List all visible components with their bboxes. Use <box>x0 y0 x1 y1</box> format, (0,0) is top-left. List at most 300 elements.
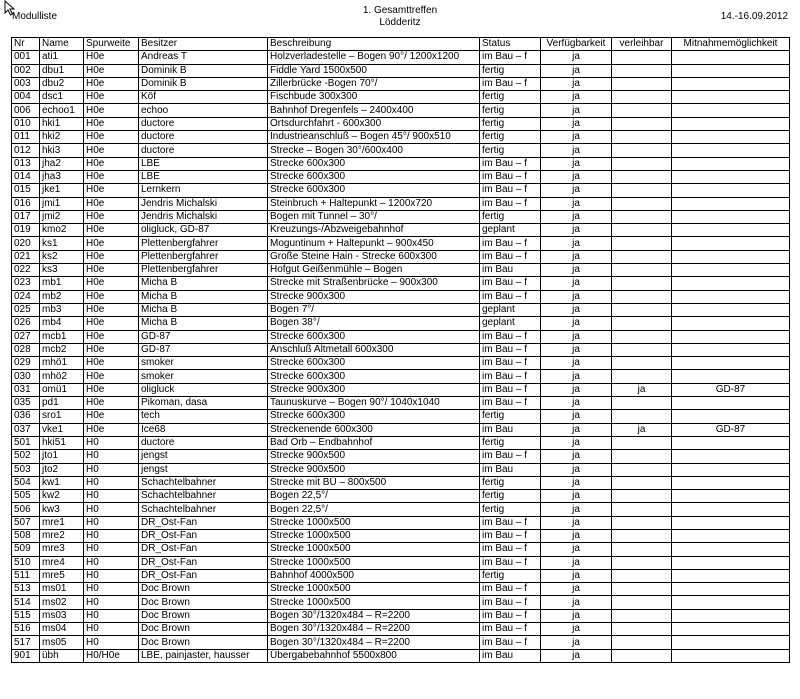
cell-besitzer: Dominik B <box>139 77 268 90</box>
table-header-row <box>12 38 790 51</box>
cell-verleihbar <box>612 357 672 370</box>
cell-mitnahme <box>672 144 790 157</box>
cell-besitzer: GD-87 <box>139 330 268 343</box>
cell-verleihbar <box>612 317 672 330</box>
cell-status: fertig <box>480 503 541 516</box>
cell-name: ks1 <box>40 237 84 250</box>
cell-besitzer: Ice68 <box>139 423 268 436</box>
cell-status: im Bau – f <box>480 516 541 529</box>
cell-mitnahme <box>672 117 790 130</box>
cell-spurweite: H0 <box>84 503 139 516</box>
cell-mitnahme <box>672 51 790 64</box>
cell-nr: 516 <box>12 623 40 636</box>
cell-besitzer: Pikoman, dasa <box>139 397 268 410</box>
cell-verleihbar <box>612 543 672 556</box>
cell-verfuegbarkeit: ja <box>541 157 612 170</box>
cell-besitzer: jengst <box>139 463 268 476</box>
cell-mitnahme <box>672 104 790 117</box>
cell-beschreibung: Kreuzungs-/Abzweigebahnhof <box>268 224 480 237</box>
cell-spurweite: H0e <box>84 303 139 316</box>
cell-beschreibung: Strecke mit Straßenbrücke – 900x300 <box>268 277 480 290</box>
cell-spurweite: H0 <box>84 436 139 449</box>
table-row <box>12 131 790 144</box>
cell-verfuegbarkeit: ja <box>541 649 612 662</box>
cell-nr: 510 <box>12 556 40 569</box>
cell-mitnahme <box>672 264 790 277</box>
cell-verfuegbarkeit: ja <box>541 303 612 316</box>
cell-name: mre2 <box>40 529 84 542</box>
cell-beschreibung: Anschluß Altmetall 600x300 <box>268 343 480 356</box>
cell-verleihbar <box>612 397 672 410</box>
cell-beschreibung: Strecke – Bogen 30°/600x400 <box>268 144 480 157</box>
cell-verleihbar <box>612 91 672 104</box>
cell-beschreibung: Strecke 600x300 <box>268 157 480 170</box>
column-header-spurweite: Spurweite <box>84 38 139 51</box>
cell-status: fertig <box>480 144 541 157</box>
cell-nr: 006 <box>12 104 40 117</box>
cell-nr: 507 <box>12 516 40 529</box>
cell-spurweite: H0e <box>84 184 139 197</box>
cell-besitzer: LBE, painjaster, hausser <box>139 649 268 662</box>
cell-verfuegbarkeit: ja <box>541 636 612 649</box>
table-row <box>12 197 790 210</box>
cell-beschreibung: Fischbude 300x300 <box>268 91 480 104</box>
cell-status: im Bau <box>480 463 541 476</box>
cell-nr: 036 <box>12 410 40 423</box>
cell-besitzer: ductore <box>139 436 268 449</box>
cell-besitzer: ductore <box>139 144 268 157</box>
table-row <box>12 157 790 170</box>
cell-name: pd1 <box>40 397 84 410</box>
cell-besitzer: Plettenbergfahrer <box>139 237 268 250</box>
cell-mitnahme <box>672 397 790 410</box>
cell-spurweite: H0 <box>84 476 139 489</box>
cell-spurweite: H0e <box>84 250 139 263</box>
cell-status: fertig <box>480 490 541 503</box>
cell-verfuegbarkeit: ja <box>541 210 612 223</box>
cell-verfuegbarkeit: ja <box>541 569 612 582</box>
cell-mitnahme <box>672 317 790 330</box>
table-row <box>12 609 790 622</box>
cell-nr: 031 <box>12 383 40 396</box>
cell-verleihbar <box>612 197 672 210</box>
cell-verfuegbarkeit: ja <box>541 131 612 144</box>
cell-mitnahme <box>672 210 790 223</box>
cell-verleihbar <box>612 330 672 343</box>
table-row <box>12 104 790 117</box>
cell-name: mhö1 <box>40 357 84 370</box>
cell-spurweite: H0e <box>84 290 139 303</box>
cell-beschreibung: Bahnhof 4000x500 <box>268 569 480 582</box>
cell-verleihbar <box>612 503 672 516</box>
cell-besitzer: Doc Brown <box>139 596 268 609</box>
cell-besitzer: jengst <box>139 450 268 463</box>
cell-name: ms01 <box>40 583 84 596</box>
cell-besitzer: DR_Ost-Fan <box>139 543 268 556</box>
cell-verfuegbarkeit: ja <box>541 224 612 237</box>
cell-beschreibung: Steinbruch + Haltepunkt – 1200x720 <box>268 197 480 210</box>
table-row <box>12 343 790 356</box>
cell-mitnahme <box>672 436 790 449</box>
cell-mitnahme <box>672 649 790 662</box>
cell-name: ati1 <box>40 51 84 64</box>
cell-status: fertig <box>480 436 541 449</box>
cell-spurweite: H0 <box>84 636 139 649</box>
table-row <box>12 410 790 423</box>
cell-besitzer: Schachtelbahner <box>139 490 268 503</box>
cell-spurweite: H0e <box>84 343 139 356</box>
cell-beschreibung: Bogen 30°/1320x484 – R=2200 <box>268 636 480 649</box>
cell-beschreibung: Strecke 900x300 <box>268 383 480 396</box>
cell-mitnahme <box>672 250 790 263</box>
cell-nr: 517 <box>12 636 40 649</box>
cell-beschreibung: Bogen 30°/1320x484 – R=2200 <box>268 609 480 622</box>
cell-beschreibung: Strecke 900x500 <box>268 450 480 463</box>
cell-spurweite: H0e <box>84 144 139 157</box>
cell-mitnahme: GD-87 <box>672 423 790 436</box>
cell-name: hki3 <box>40 144 84 157</box>
cell-besitzer: Micha B <box>139 277 268 290</box>
cell-spurweite: H0e <box>84 170 139 183</box>
table-row <box>12 170 790 183</box>
cell-verfuegbarkeit: ja <box>541 317 612 330</box>
cell-verleihbar <box>612 649 672 662</box>
cell-verfuegbarkeit: ja <box>541 423 612 436</box>
cell-verfuegbarkeit: ja <box>541 583 612 596</box>
cell-mitnahme <box>672 77 790 90</box>
cell-verleihbar <box>612 290 672 303</box>
cell-besitzer: Dominik B <box>139 64 268 77</box>
cell-name: omü1 <box>40 383 84 396</box>
cell-beschreibung: Übergabebahnhof 5500x800 <box>268 649 480 662</box>
event-heading <box>300 5 500 29</box>
cell-nr: 502 <box>12 450 40 463</box>
cell-verfuegbarkeit: ja <box>541 490 612 503</box>
cell-status: fertig <box>480 64 541 77</box>
cell-beschreibung: Bad Orb – Endbahnhof <box>268 436 480 449</box>
table-row <box>12 370 790 383</box>
cell-verfuegbarkeit: ja <box>541 64 612 77</box>
cell-mitnahme <box>672 370 790 383</box>
cell-beschreibung: Bogen mit Tunnel – 30°/ <box>268 210 480 223</box>
cell-name: kmo2 <box>40 224 84 237</box>
cell-status: fertig <box>480 569 541 582</box>
cell-name: kw1 <box>40 476 84 489</box>
column-header-mitnahme: Mitnahmemöglichkeit <box>672 38 790 51</box>
cell-name: mb1 <box>40 277 84 290</box>
event-location: Lödderitz <box>379 17 421 28</box>
cell-beschreibung: Strecke mit BÜ – 800x500 <box>268 476 480 489</box>
cell-nr: 515 <box>12 609 40 622</box>
cell-verleihbar <box>612 131 672 144</box>
cell-mitnahme <box>672 303 790 316</box>
cell-verleihbar <box>612 144 672 157</box>
table-row <box>12 450 790 463</box>
cell-besitzer: ductore <box>139 117 268 130</box>
cell-mitnahme <box>672 476 790 489</box>
table-row <box>12 184 790 197</box>
cell-status: im Bau – f <box>480 250 541 263</box>
cell-name: mb2 <box>40 290 84 303</box>
cell-nr: 901 <box>12 649 40 662</box>
cell-verleihbar <box>612 64 672 77</box>
cell-spurweite: H0e <box>84 383 139 396</box>
cell-besitzer: Micha B <box>139 290 268 303</box>
cell-verfuegbarkeit: ja <box>541 463 612 476</box>
cell-verfuegbarkeit: ja <box>541 290 612 303</box>
cell-besitzer: LBE <box>139 157 268 170</box>
table-row <box>12 516 790 529</box>
cell-verleihbar <box>612 277 672 290</box>
cell-mitnahme <box>672 609 790 622</box>
cell-besitzer: Schachtelbahner <box>139 503 268 516</box>
cell-besitzer: DR_Ost-Fan <box>139 569 268 582</box>
column-header-name: Name <box>40 38 84 51</box>
cell-spurweite: H0e <box>84 277 139 290</box>
cell-nr: 027 <box>12 330 40 343</box>
cell-mitnahme <box>672 224 790 237</box>
cell-name: mhö2 <box>40 370 84 383</box>
cell-status: fertig <box>480 104 541 117</box>
cell-beschreibung: Holzverladestelle – Bogen 90°/ 1200x1200 <box>268 51 480 64</box>
cell-mitnahme <box>672 596 790 609</box>
cell-spurweite: H0e <box>84 131 139 144</box>
cell-name: ms05 <box>40 636 84 649</box>
cell-status: fertig <box>480 210 541 223</box>
cell-nr: 010 <box>12 117 40 130</box>
cell-beschreibung: Zillerbrücke -Bogen 70°/ <box>268 77 480 90</box>
table-row <box>12 117 790 130</box>
cell-spurweite: H0e <box>84 64 139 77</box>
cell-mitnahme <box>672 170 790 183</box>
table-row <box>12 556 790 569</box>
cell-nr: 013 <box>12 157 40 170</box>
cell-spurweite: H0e <box>84 317 139 330</box>
cell-verfuegbarkeit: ja <box>541 357 612 370</box>
cell-besitzer: smoker <box>139 357 268 370</box>
cell-beschreibung: Strecke 900x300 <box>268 290 480 303</box>
table-row <box>12 543 790 556</box>
table-row <box>12 303 790 316</box>
cell-nr: 505 <box>12 490 40 503</box>
cell-nr: 508 <box>12 529 40 542</box>
table-row <box>12 383 790 396</box>
cell-name: jto1 <box>40 450 84 463</box>
cell-besitzer: oligluck <box>139 383 268 396</box>
cell-name: mre4 <box>40 556 84 569</box>
cell-mitnahme <box>672 157 790 170</box>
cell-mitnahme <box>672 503 790 516</box>
table-row <box>12 569 790 582</box>
cell-spurweite: H0e <box>84 117 139 130</box>
cell-nr: 015 <box>12 184 40 197</box>
cell-spurweite: H0 <box>84 463 139 476</box>
table-row <box>12 357 790 370</box>
cell-spurweite: H0e <box>84 91 139 104</box>
cell-name: hki2 <box>40 131 84 144</box>
cell-nr: 026 <box>12 317 40 330</box>
cell-status: fertig <box>480 476 541 489</box>
cell-mitnahme <box>672 516 790 529</box>
cell-besitzer: Schachtelbahner <box>139 476 268 489</box>
cell-verfuegbarkeit: ja <box>541 184 612 197</box>
cell-name: sro1 <box>40 410 84 423</box>
cell-nr: 017 <box>12 210 40 223</box>
cell-nr: 016 <box>12 197 40 210</box>
cell-status: im Bau – f <box>480 197 541 210</box>
cell-verfuegbarkeit: ja <box>541 343 612 356</box>
cell-status: fertig <box>480 410 541 423</box>
cell-spurweite: H0e <box>84 157 139 170</box>
cell-beschreibung: Bahnhof Dregenfels – 2400x400 <box>268 104 480 117</box>
cell-besitzer: Doc Brown <box>139 636 268 649</box>
cell-besitzer: DR_Ost-Fan <box>139 529 268 542</box>
cell-besitzer: oligluck, GD-87 <box>139 224 268 237</box>
table-row <box>12 64 790 77</box>
cell-verfuegbarkeit: ja <box>541 330 612 343</box>
table-row <box>12 490 790 503</box>
cell-nr: 011 <box>12 131 40 144</box>
cell-mitnahme <box>672 569 790 582</box>
table-row <box>12 224 790 237</box>
cell-mitnahme <box>672 91 790 104</box>
cell-status: im Bau – f <box>480 397 541 410</box>
cell-status: im Bau – f <box>480 51 541 64</box>
cell-verleihbar <box>612 583 672 596</box>
cell-spurweite: H0e <box>84 77 139 90</box>
cell-verleihbar <box>612 556 672 569</box>
cell-status: im Bau – f <box>480 370 541 383</box>
cell-besitzer: Lernkern <box>139 184 268 197</box>
table-row <box>12 476 790 489</box>
cell-status: im Bau – f <box>480 583 541 596</box>
cell-beschreibung: Strecke 600x300 <box>268 357 480 370</box>
event-name: 1. Gesamttreffen <box>362 5 438 16</box>
cell-status: im Bau – f <box>480 556 541 569</box>
cell-verleihbar <box>612 184 672 197</box>
cell-name: ms04 <box>40 623 84 636</box>
cell-verleihbar <box>612 569 672 582</box>
cell-verleihbar <box>612 343 672 356</box>
cell-status: im Bau – f <box>480 596 541 609</box>
cell-spurweite: H0e <box>84 397 139 410</box>
cell-spurweite: H0 <box>84 609 139 622</box>
cell-beschreibung: Strecke 600x300 <box>268 410 480 423</box>
cell-verleihbar <box>612 436 672 449</box>
cell-beschreibung: Strecke 1000x500 <box>268 596 480 609</box>
cell-status: im Bau – f <box>480 77 541 90</box>
cell-verleihbar <box>612 104 672 117</box>
cell-spurweite: H0 <box>84 556 139 569</box>
cell-verfuegbarkeit: ja <box>541 144 612 157</box>
table-body <box>12 51 790 663</box>
table-row <box>12 317 790 330</box>
cell-beschreibung: Bogen 7°/ <box>268 303 480 316</box>
cell-spurweite: H0/H0e <box>84 649 139 662</box>
cell-verleihbar: ja <box>612 423 672 436</box>
cell-verleihbar <box>612 224 672 237</box>
cell-besitzer: Plettenbergfahrer <box>139 264 268 277</box>
cell-mitnahme: GD-87 <box>672 383 790 396</box>
cell-status: im Bau – f <box>480 330 541 343</box>
cell-mitnahme <box>672 290 790 303</box>
cell-verfuegbarkeit: ja <box>541 170 612 183</box>
cell-nr: 037 <box>12 423 40 436</box>
cell-status: im Bau – f <box>480 157 541 170</box>
cell-nr: 509 <box>12 543 40 556</box>
cell-besitzer: echoo <box>139 104 268 117</box>
cell-verfuegbarkeit: ja <box>541 277 612 290</box>
cell-name: jmi1 <box>40 197 84 210</box>
column-header-besitzer: Besitzer <box>139 38 268 51</box>
table-row <box>12 264 790 277</box>
cell-nr: 022 <box>12 264 40 277</box>
cell-spurweite: H0e <box>84 357 139 370</box>
cell-beschreibung: Große Steine Hain - Strecke 600x300 <box>268 250 480 263</box>
cell-name: ks3 <box>40 264 84 277</box>
cell-verleihbar <box>612 516 672 529</box>
cell-status: im Bau – f <box>480 343 541 356</box>
cell-verleihbar <box>612 490 672 503</box>
cell-mitnahme <box>672 357 790 370</box>
cell-name: kw2 <box>40 490 84 503</box>
cell-status: im Bau – f <box>480 636 541 649</box>
cell-spurweite: H0e <box>84 370 139 383</box>
cell-spurweite: H0 <box>84 450 139 463</box>
cell-besitzer: smoker <box>139 370 268 383</box>
table-row <box>12 423 790 436</box>
cell-nr: 020 <box>12 237 40 250</box>
cell-status: im Bau <box>480 423 541 436</box>
cell-spurweite: H0e <box>84 210 139 223</box>
cell-mitnahme <box>672 237 790 250</box>
cell-besitzer: Plettenbergfahrer <box>139 250 268 263</box>
table-row <box>12 237 790 250</box>
column-header-status: Status <box>480 38 541 51</box>
cell-verleihbar <box>612 237 672 250</box>
cell-beschreibung: Fiddle Yard 1500x500 <box>268 64 480 77</box>
cell-nr: 003 <box>12 77 40 90</box>
column-header-verleihbar: verleihbar <box>612 38 672 51</box>
cell-name: hki1 <box>40 117 84 130</box>
cell-status: geplant <box>480 224 541 237</box>
cell-name: hki51 <box>40 436 84 449</box>
table-row <box>12 144 790 157</box>
cell-name: mre1 <box>40 516 84 529</box>
cell-besitzer: DR_Ost-Fan <box>139 556 268 569</box>
table-row <box>12 77 790 90</box>
cell-name: jke1 <box>40 184 84 197</box>
cell-verfuegbarkeit: ja <box>541 543 612 556</box>
cell-status: fertig <box>480 91 541 104</box>
cell-besitzer: tech <box>139 410 268 423</box>
cell-status: fertig <box>480 131 541 144</box>
cell-beschreibung: Strecke 1000x500 <box>268 529 480 542</box>
cell-verleihbar <box>612 264 672 277</box>
cell-name: jto2 <box>40 463 84 476</box>
cell-status: fertig <box>480 117 541 130</box>
cell-mitnahme <box>672 343 790 356</box>
cell-verleihbar <box>612 623 672 636</box>
cell-verleihbar <box>612 410 672 423</box>
cell-besitzer: Micha B <box>139 317 268 330</box>
table-row <box>12 91 790 104</box>
cell-beschreibung: Strecke 600x300 <box>268 330 480 343</box>
cell-beschreibung: Strecke 1000x500 <box>268 543 480 556</box>
cell-mitnahme <box>672 277 790 290</box>
table-row <box>12 290 790 303</box>
cell-besitzer: ductore <box>139 131 268 144</box>
